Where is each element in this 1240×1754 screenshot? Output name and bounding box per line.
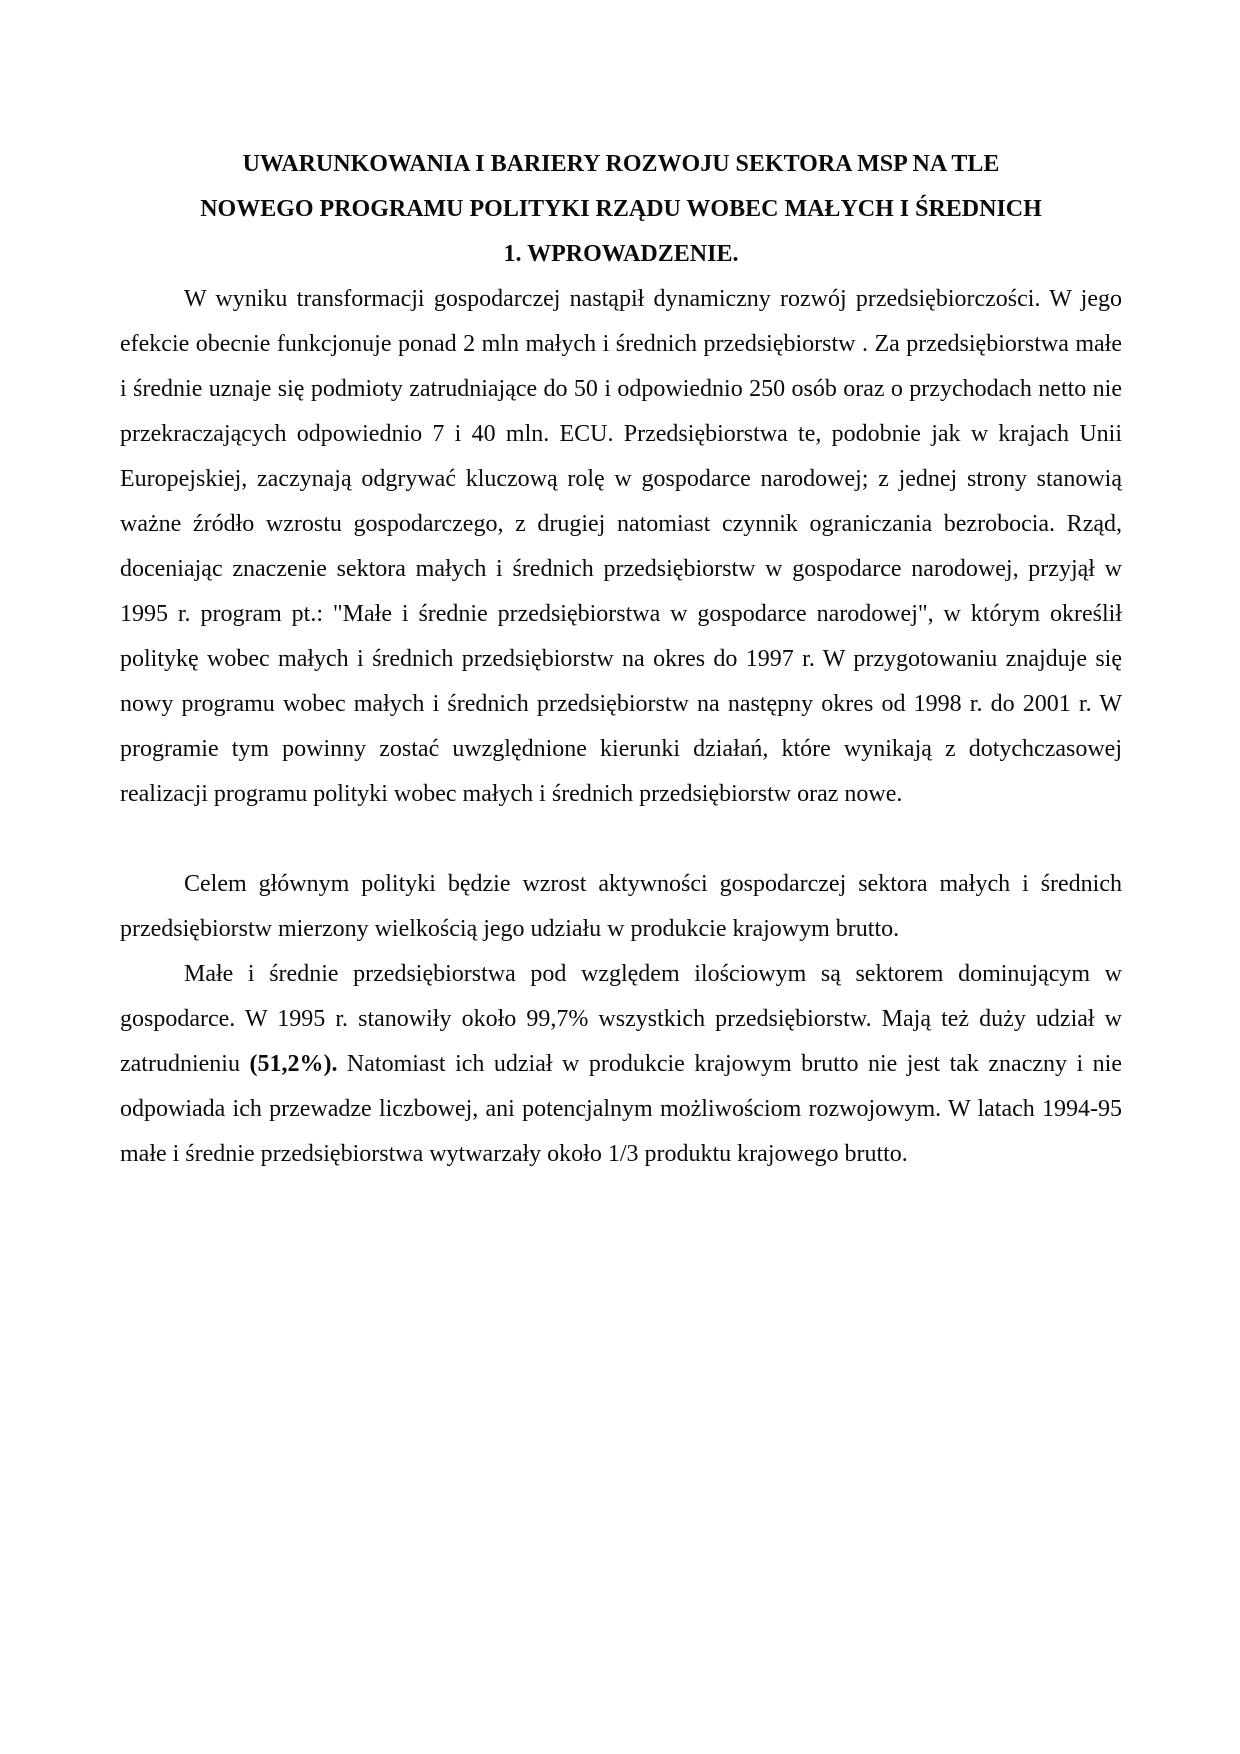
- paragraph-statistics-bold-value: (51,2%).: [249, 1051, 338, 1077]
- title-line-1: UWARUNKOWANIA I BARIERY ROZWOJU SEKTORA MSP NA TLE: [242, 151, 1000, 177]
- paragraph-statistics: [120, 952, 1122, 1177]
- paragraph-statistics-text-post: Natomiast ich udział w produkcie krajowym brutto nie jest tak znaczny i nie odpowiada ich przewadze liczbowej, ani potencjalnym możliwościom rozwojowym. W latach 1994-95 małe i średnie przedsiębiorstwa wytwarzały około 1/3 produktu krajowego brutto.: [120, 1051, 1122, 1167]
- paragraph-statistics-text-pre: Małe i średnie przedsiębiorstwa pod względem ilościowym są sektorem dominującym w gospodarce. W 1995 r. stanowiły około 99,7% wszystkich przedsiębiorstw. Mają też duży udział w zatrudnieniu: [120, 961, 1122, 1077]
- title-line-2: NOWEGO PROGRAMU POLITYKI RZĄDU WOBEC MAŁYCH I ŚREDNICH: [200, 196, 1042, 222]
- document-title: [120, 142, 1122, 232]
- paragraph-introduction: W wyniku transformacji gospodarczej nastąpił dynamiczny rozwój przedsiębiorczości. W jego efekcie obecnie funkcjonuje ponad 2 mln małych i średnich przedsiębiorstw . Za przedsiębiorstwa małe i średnie uznaje się podmioty zatrudniające do 50 i odpowiednio 250 osób oraz o przychodach netto nie przekraczających odpowiednio 7 i 40 mln. ECU. Przedsiębiorstwa te, podobnie jak w krajach Unii Europejskiej, zaczynają odgrywać kluczową rolę w gospodarce narodowej; z jednej strony stanowią ważne źródło wzrostu gospodarczego, z drugiej natomiast czynnik ograniczania bezrobocia. Rząd, doceniając znaczenie sektora małych i średnich przedsiębiorstw w gospodarce narodowej, przyjął w 1995 r. program pt.: "Małe i średnie przedsiębiorstwa w gospodarce narodowej", w którym określił politykę wobec małych i średnich przedsiębiorstw na okres do 1997 r. W przygotowaniu znajduje się nowy programu wobec małych i średnich przedsiębiorstw na następny okres od 1998 r. do 2001 r. W programie tym powinny zostać uwzględnione kierunki działań, które wynikają z dotychczasowej realizacji programu polityki wobec małych i średnich przedsiębiorstw oraz nowe.: [120, 286, 1122, 807]
- section-heading: 1. WPROWADZENIE.: [503, 241, 739, 267]
- paragraph-policy-goal: Celem głównym polityki będzie wzrost aktywności gospodarczej sektora małych i średnich przedsiębiorstw mierzony wielkością jego udziału w produkcie krajowym brutto.: [120, 871, 1122, 942]
